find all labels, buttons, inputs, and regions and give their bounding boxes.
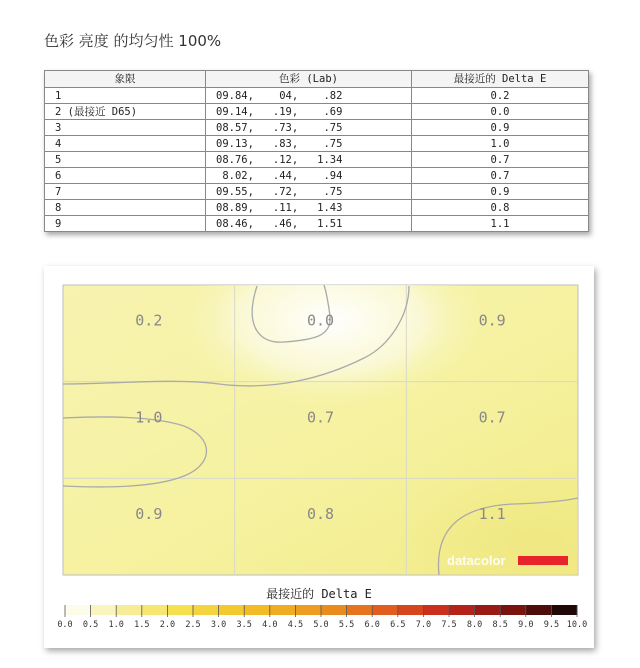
legend-tick-label: 10.0 [566, 620, 588, 630]
legend-swatch [347, 605, 373, 615]
heatmap-cell-value: 0.7 [478, 408, 506, 427]
legend-tick-label: 6.5 [390, 620, 406, 630]
page-title: 色彩 亮度 的均匀性 100% [44, 32, 222, 50]
legend-swatch [219, 605, 245, 615]
legend-tick-label: 8.5 [492, 620, 508, 630]
datacolor-brand-bar [518, 556, 568, 565]
cell-delta: 1.0 [412, 136, 589, 152]
legend-swatch [372, 605, 398, 615]
header-quadrant: 象限 [45, 71, 206, 88]
cell-delta: 1.1 [412, 216, 589, 232]
cell-delta: 0.7 [412, 152, 589, 168]
legend-swatch [193, 605, 219, 615]
heatmap-cell-value: 0.9 [135, 504, 163, 523]
cell-quadrant: 1 [45, 88, 206, 104]
legend-tick-label: 3.5 [236, 620, 252, 630]
legend-swatch [321, 605, 347, 615]
legend-tick-label: 0.0 [57, 620, 73, 630]
heatmap-cell-value: 1.0 [135, 408, 163, 427]
legend-swatch [167, 605, 193, 615]
legend-tick-label: 4.5 [287, 620, 304, 630]
legend-tick-label: 3.0 [210, 620, 227, 630]
table-row [45, 168, 589, 184]
header-lab: 色彩 (Lab) [206, 71, 412, 88]
heatmap-cell-value: 0.8 [306, 504, 335, 523]
table-header-row [45, 71, 589, 88]
legend-tick-label: 1.5 [134, 620, 150, 630]
cell-lab: 08.46, .46, 1.51 [206, 216, 412, 232]
cell-quadrant: 7 [45, 184, 206, 200]
legend-swatch [500, 605, 526, 615]
legend-swatch [449, 605, 475, 615]
cell-quadrant: 2 (最接近 D65) [45, 104, 206, 120]
uniformity-map [44, 266, 594, 648]
legend-swatch [526, 605, 552, 615]
legend-title: 最接近的 Delta E [266, 587, 372, 601]
table-row [45, 88, 589, 104]
cell-quadrant: 6 [45, 168, 206, 184]
legend-swatch [116, 605, 142, 615]
heatmap-cell-value: 0.7 [306, 408, 335, 427]
cell-quadrant: 8 [45, 200, 206, 216]
cell-delta: 0.2 [412, 88, 589, 104]
table-row [45, 152, 589, 168]
table-row [45, 104, 589, 120]
cell-lab: 09.13, .83, .75 [206, 136, 412, 152]
table-row [45, 120, 589, 136]
legend-tick-label: 6.0 [364, 620, 380, 630]
legend-swatch [551, 605, 577, 615]
legend-tick-label: 5.0 [313, 620, 329, 630]
legend-tick-label: 5.5 [338, 620, 355, 630]
legend-tick-label: 9.0 [518, 620, 534, 630]
legend-swatch [270, 605, 296, 615]
legend-tick-label: 8.0 [466, 620, 483, 630]
legend-swatch [91, 605, 117, 615]
legend-swatch [423, 605, 449, 615]
cell-lab: 08.57, .73, .75 [206, 120, 412, 136]
legend-tick-labels [57, 620, 587, 630]
datacolor-wordmark: datacolor [447, 553, 506, 568]
cell-quadrant: 4 [45, 136, 206, 152]
legend-color-scale [65, 605, 578, 617]
cell-quadrant: 3 [45, 120, 206, 136]
legend-swatch [244, 605, 270, 615]
cell-delta: 0.8 [412, 200, 589, 216]
table-row [45, 216, 589, 232]
legend-tick-label: 0.5 [82, 620, 99, 630]
legend-tick-label: 7.0 [415, 620, 432, 630]
cell-quadrant: 5 [45, 152, 206, 168]
legend-tick-label: 2.5 [185, 620, 201, 630]
heatmap-cell-value: 1.1 [478, 504, 506, 523]
cell-delta: 0.7 [412, 168, 589, 184]
cell-lab: 09.84, 04, .82 [206, 88, 412, 104]
quadrant-table [44, 70, 589, 232]
legend-tick-label: 2.0 [159, 620, 176, 630]
legend-tick-label: 9.5 [543, 620, 560, 630]
cell-lab: 8.02, .44, .94 [206, 168, 412, 184]
legend-swatch [398, 605, 424, 615]
cell-lab: 08.76, .12, 1.34 [206, 152, 412, 168]
cell-delta: 0.9 [412, 184, 589, 200]
legend-tick-label: 7.5 [441, 620, 457, 630]
legend-swatch [142, 605, 168, 615]
cell-lab: 09.14, .19, .69 [206, 104, 412, 120]
heatmap-cell-value: 0.2 [135, 311, 163, 330]
table-row [45, 200, 589, 216]
header-delta: 最接近的 Delta E [412, 71, 589, 88]
cell-quadrant: 9 [45, 216, 206, 232]
table-row [45, 136, 589, 152]
table-row [45, 184, 589, 200]
heatmap-cell-value: 0.9 [478, 311, 506, 330]
legend-swatch [475, 605, 501, 615]
cell-delta: 0.9 [412, 120, 589, 136]
cell-lab: 08.89, .11, 1.43 [206, 200, 412, 216]
legend-tick-label: 4.0 [262, 620, 278, 630]
uniformity-map-card [44, 266, 594, 648]
quadrant-table-card [44, 70, 589, 232]
legend-tick-label: 1.0 [108, 620, 124, 630]
legend-swatch [65, 605, 91, 615]
cell-delta: 0.0 [412, 104, 589, 120]
legend-swatch [295, 605, 321, 615]
cell-lab: 09.55, .72, .75 [206, 184, 412, 200]
heatmap-cell-value: 0.0 [306, 311, 335, 330]
